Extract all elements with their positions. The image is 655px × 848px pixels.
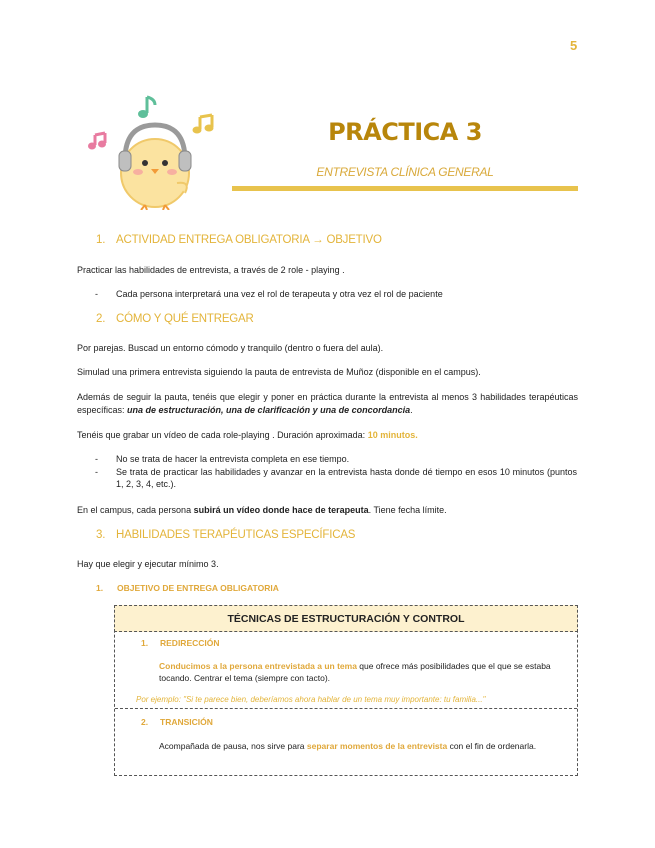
technique-description: Conducimos a la persona entrevistada a un tema que ofrece más posibilidades que el que se estaba tocando. Centrar el tema (siempre con tacto).: [159, 661, 551, 683]
paragraph: En el campus, cada persona subirá un vídeo donde hace de terapeuta. Tiene fecha límite.: [77, 505, 447, 515]
technique-example: Por ejemplo: "Si te parece bien, deberíamos ahora hablar de un tema muy importante: tu familia...": [136, 695, 486, 704]
page-number: 5: [570, 38, 578, 53]
chick-with-headphones-icon: [85, 85, 225, 210]
music-note-icon: [88, 133, 106, 150]
list-item: - Cada persona interpretará una vez el rol de terapeuta y otra vez el rol de paciente: [95, 289, 443, 299]
duration-highlight: 10 minutos.: [367, 430, 418, 440]
page-title: PRÁCTICA 3: [328, 118, 482, 146]
section-heading-3: [96, 529, 355, 541]
bold-text: subirá un vídeo donde hace de terapeuta: [193, 505, 369, 515]
technique-heading: 2. TRANSICIÓN: [141, 717, 213, 727]
music-note-icon: [138, 97, 155, 118]
section-title: HABILIDADES TERAPÉUTICAS ESPECÍFICAS: [116, 529, 356, 541]
paragraph: Simulad una primera entrevista siguiendo la pauta de entrevista de Muñoz (disponible en el campus).: [77, 367, 481, 377]
music-note-icon: [193, 115, 214, 134]
section-title: CÓMO Y QUÉ ENTREGAR: [116, 313, 254, 325]
paragraph: Además de seguir la pauta, tenéis que elegir y poner en práctica durante la entrevista al menos 3 habilidades terapéuticas específicas: una de estructuración, una de clarificación y una de concordancia.: [77, 392, 578, 415]
list-item: - Se trata de practicar las habilidades y avanzar en la entrevista hasta donde dé tiempo en esos 10 minutos (puntos 1, 2, 3, 4, etc.).: [95, 467, 577, 489]
list-item: - No se trata de hacer la entrevista completa en ese tiempo.: [95, 454, 350, 464]
subsection-heading: 1. OBJETIVO DE ENTREGA OBLIGATORIA: [96, 583, 279, 593]
paragraph: Por parejas. Buscad un entorno cómodo y tranquilo (dentro o fuera del aula).: [77, 343, 384, 353]
section-number: 1.: [96, 234, 106, 246]
section-title: ACTIVIDAD ENTREGA OBLIGATORIA → OBJETIVO: [116, 234, 382, 246]
paragraph: Practicar las habilidades de entrevista, a través de 2 role - playing .: [77, 265, 345, 275]
technique-description: Acompañada de pausa, nos sirve para separar momentos de la entrevista con el fin de ordenarla.: [159, 741, 537, 751]
page-subtitle: ENTREVISTA CLÍNICA GENERAL: [316, 165, 494, 179]
technique-heading: 1. REDIRECCIÓN: [141, 638, 220, 648]
box-divider: [115, 708, 577, 709]
emphasis-text: una de estructuración, una de clarificación y una de concordancia: [127, 405, 411, 415]
section-number: 3.: [96, 529, 106, 541]
paragraph: Hay que elegir y ejecutar mínimo 3.: [77, 559, 219, 569]
title-divider: [232, 186, 578, 191]
section-heading-2: [96, 313, 254, 325]
technique-box-title: TÉCNICAS DE ESTRUCTURACIÓN Y CONTROL: [114, 605, 578, 632]
section-number: 2.: [96, 313, 106, 325]
paragraph: Tenéis que grabar un vídeo de cada role-playing . Duración aproximada: 10 minutos.: [77, 430, 418, 440]
section-heading-1: [96, 234, 382, 246]
